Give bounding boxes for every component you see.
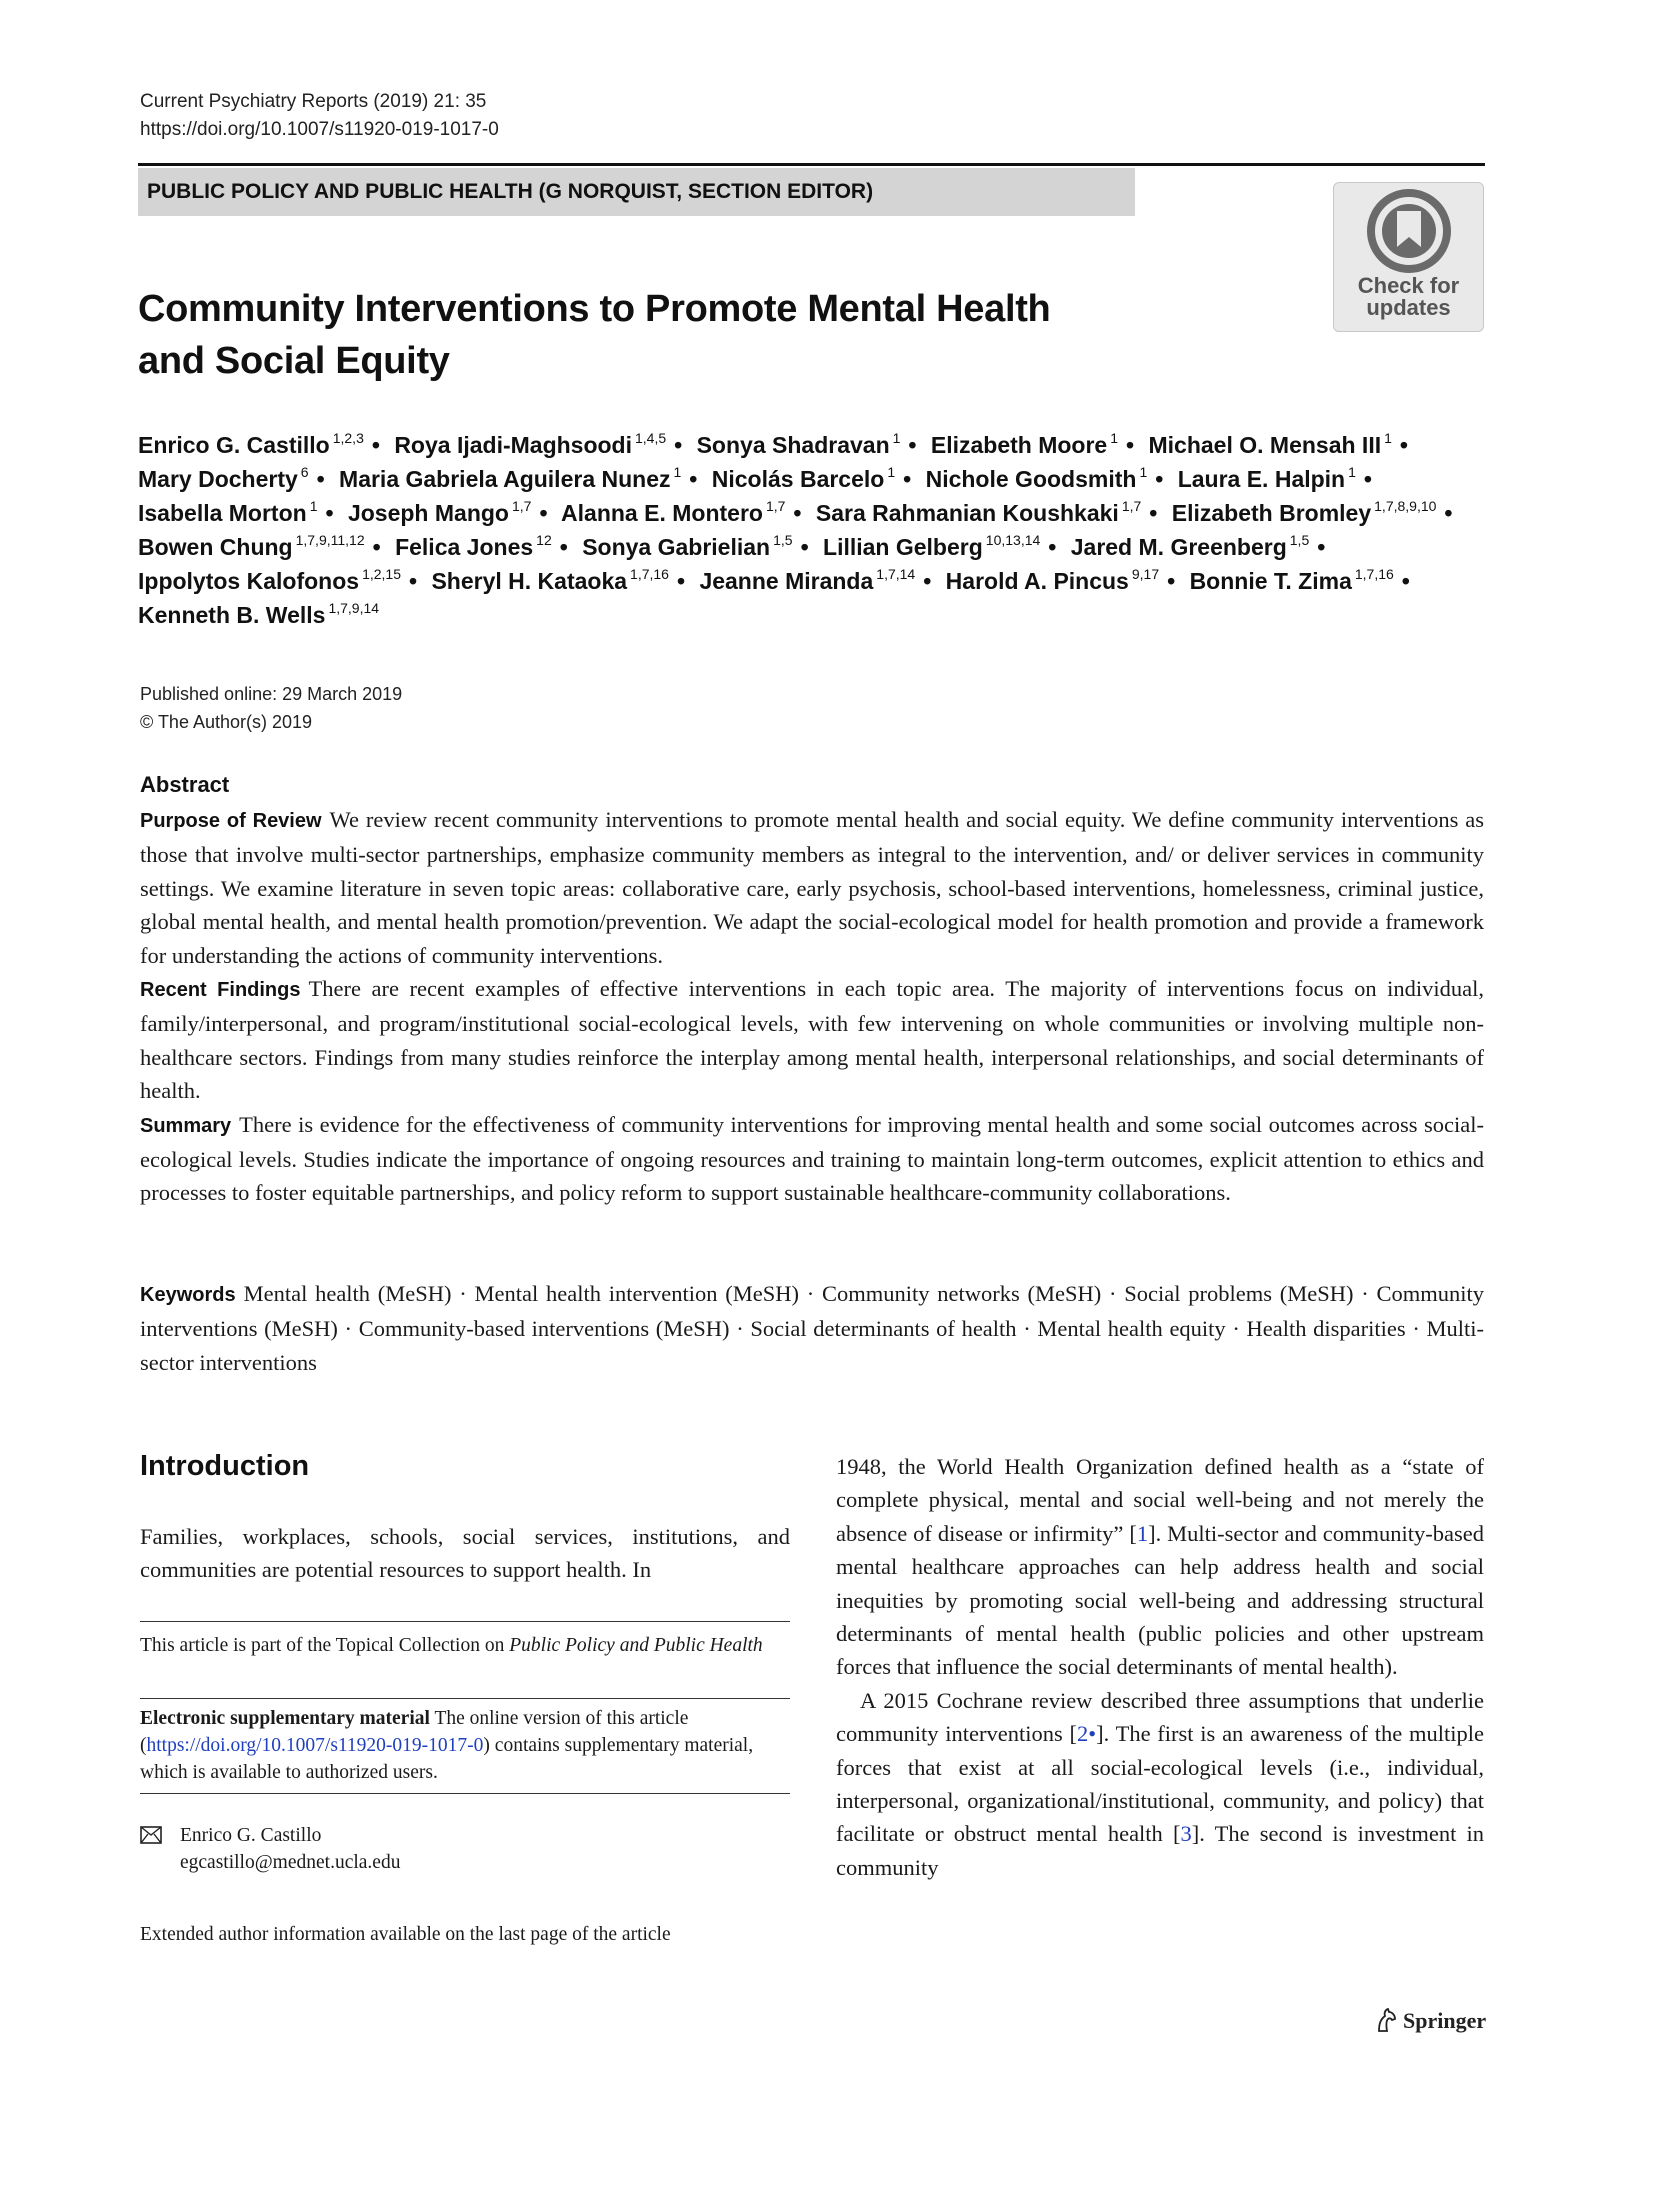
author-separator: • [1317,534,1326,560]
author-separator: • [793,500,802,526]
author-name: Nicolás Barcelo [711,466,885,492]
author-affiliation: 1,7 [765,498,786,514]
author-separator: • [1149,500,1158,526]
author-affiliation: 1,7 [511,498,532,514]
author-affiliation: 1 [892,430,901,446]
author-affiliation: 1,7 [1121,498,1142,514]
purpose-text: We review recent community interventions to promote mental health and social equity. We define community interventions as those that involve multi-sector partnerships, emphasize community members as integral to the intervention, and/ or deliver services in community settings. We examine literature in seven topic areas: collaborative care, early psychosis, school-based interventions, homelessness, criminal justice, global mental health, and mental health promotion/prevention. We adapt the social-ecological model for health promotion and provide a framework for understanding the actions of community interventions. [140,807,1484,968]
author[interactable] [931,432,1142,458]
journal-header [140,88,499,144]
corresponding-author [140,1822,400,1876]
author-name: Sonya Gabrielian [582,534,771,560]
author-separator: • [676,568,686,594]
author-name: Maria Gabriela Aguilera Nunez [339,466,671,492]
author-separator: • [1401,568,1410,594]
doi-link[interactable]: https://doi.org/10.1007/s11920-019-1017-0 [140,119,499,140]
author-separator: • [325,500,334,526]
intro-text: ]. The second is investment in community [836,1821,1484,1880]
author-affiliation: 1 [1139,464,1148,480]
esm-text-end: ) contains supplementary material, which is available to authorized users. [140,1735,754,1783]
author[interactable] [395,534,576,560]
abstract-body [140,803,1484,1210]
author-affiliation: 1 [1348,464,1356,480]
author-separator: • [372,534,381,560]
author-affiliation: 1 [309,498,318,514]
intro-text: A 2015 Cochrane review described three assumptions that underlie community interventions [ [836,1687,1484,1747]
author-affiliation: 1 [887,464,896,480]
author-name: Jeanne Miranda [699,568,874,594]
section-banner: PUBLIC POLICY AND PUBLIC HEALTH (G NORQUIST, SECTION EDITOR) [138,168,1135,216]
author-separator: • [674,432,683,458]
publisher-name: Springer [1403,2008,1487,2033]
author-affiliation: 1 [1110,430,1119,446]
badge-line2: updates [1366,295,1451,320]
findings-label: Recent Findings [140,979,301,1002]
author-name: Nichole Goodsmith [925,466,1137,492]
author-separator: • [800,534,809,560]
author-separator: • [903,466,912,492]
author[interactable] [1178,466,1380,492]
author-name: Bowen Chung [138,534,293,560]
author-name: Sheryl H. Kataoka [431,568,628,594]
author[interactable] [697,432,925,458]
published-date: Published online: 29 March 2019 [140,684,403,704]
intro-text: 1948, the World Health Organization defined health as a “state of complete physical, mental and social well-being and not merely the absence of disease or infirmity” [ [836,1454,1484,1546]
author[interactable] [926,466,1172,492]
author-separator: • [409,568,418,594]
author-separator: • [559,534,568,560]
mail-icon [140,1826,162,1844]
copyright: © The Author(s) 2019 [140,712,313,732]
author-affiliation: 1,7,16 [630,566,669,582]
abstract-findings [140,972,1484,1108]
citation-ref-1[interactable]: 1 [1136,1520,1149,1546]
author-name: Ippolytos Kalofonos [138,568,360,594]
esm-doi-link[interactable]: https://doi.org/10.1007/s11920-019-1017-0 [146,1735,484,1756]
author-name: Mary Docherty [138,466,298,492]
author[interactable] [138,568,425,594]
abstract-summary [140,1108,1484,1210]
author[interactable] [561,500,809,526]
intro-paragraph-2 [836,1684,1484,1884]
author[interactable] [582,534,816,560]
author-separator: • [1444,500,1453,526]
check-for-updates-badge[interactable] [1333,182,1484,332]
author[interactable] [394,432,690,458]
summary-label: Summary [140,1114,232,1137]
abstract-purpose [140,803,1484,972]
bookmark-icon [1360,189,1458,273]
author-separator: • [689,466,698,492]
author-separator: • [1155,466,1164,492]
author-name: Kenneth B. Wells [138,602,326,628]
author-affiliation: 1,5 [773,532,793,548]
author-separator: • [923,568,932,594]
author-affiliation: 1,7,16 [1354,566,1394,582]
author-separator: • [1399,432,1408,458]
author-name: Sara Rahmanian Koushkaki [815,500,1119,526]
contact-email[interactable]: egcastillo@mednet.ucla.edu [180,1852,401,1873]
author-list [138,428,1488,632]
intro-paragraph-1 [836,1450,1484,1684]
author-name: Roya Ijadi-Maghsoodi [394,432,632,458]
author[interactable] [1071,534,1334,560]
topical-collection-name: Public Policy and Public Health [509,1635,763,1656]
author[interactable] [712,466,919,492]
introduction-heading: Introduction [140,1450,310,1482]
intro-text: ]. Multi-sector and community-based mental healthcare approaches can help address health and social inequities by promoting social well-being and addressing structural determinants of mental health (public policies and other upstream forces that influence the social determinants of mental health). [836,1520,1484,1680]
author-name: Harold A. Pincus [945,568,1129,594]
author[interactable] [138,534,389,560]
author-name: Michael O. Mensah III [1148,432,1382,458]
footnote-rule [140,1698,790,1699]
extended-author-info: Extended author information available on the last page of the article [140,1924,671,1945]
contact-name: Enrico G. Castillo [180,1825,322,1846]
badge-line1: Check for [1357,273,1460,298]
journal-citation: Current Psychiatry Reports (2019) 21: 35 [140,91,487,112]
author[interactable] [1190,568,1418,594]
author-affiliation: 1,2,3 [332,430,364,446]
supplementary-note [140,1705,790,1786]
author-affiliation: 1,7,9,14 [328,600,380,616]
author-affiliation: 1 [1384,430,1392,446]
author-affiliation: 1,7,8,9,10 [1374,498,1437,514]
author-affiliation: 1,7,9,11,12 [295,532,365,548]
author-name: Lillian Gelberg [823,534,983,560]
keywords-label: Keywords [140,1284,236,1306]
purpose-label: Purpose of Review [140,810,322,832]
esm-text: The online version of this article ( [140,1708,689,1756]
author-name: Joseph Mango [347,500,509,526]
article-title [138,283,1118,387]
footnote-rule [140,1793,790,1794]
author-name: Elizabeth Bromley [1171,500,1372,526]
author[interactable] [946,568,1184,594]
author[interactable] [138,602,379,628]
author[interactable] [339,466,705,492]
author[interactable] [138,500,342,526]
author-affiliation: 1,4,5 [635,430,667,446]
author-separator: • [908,432,917,458]
author-name: Bonnie T. Zima [1189,568,1352,594]
author-separator: • [371,432,380,458]
author-name: Felica Jones [395,534,534,560]
title-line1: Community Interventions to Promote Mental Health [138,288,1051,330]
author-affiliation: 6 [300,464,309,480]
esm-label: Electronic supplementary material [140,1708,430,1729]
author-name: Alanna E. Montero [561,500,763,526]
title-line2: and Social Equity [138,340,450,382]
author-separator: • [1363,466,1372,492]
author-separator: • [1126,432,1135,458]
author-separator: • [539,500,548,526]
author-name: Isabella Morton [138,500,307,526]
publisher-logo [1375,2007,1486,2034]
author-affiliation: 12 [536,532,552,548]
findings-text: There are recent examples of effective interventions in each topic area. The majority of interventions focus on individual, family/interpersonal, and program/institutional social-ecological levels, with few intervening on whole communities or involving multiple non-healthcare sectors. Findings from many studies reinforce the interplay among mental health, interpersonal relationships, and social determinants of health. [140,976,1484,1104]
author-affiliation: 1,2,15 [362,566,401,582]
author[interactable] [699,568,939,594]
keywords [140,1277,1484,1379]
author-affiliation: 1,5 [1289,532,1310,548]
author[interactable] [138,466,333,492]
author-name: Laura E. Halpin [1177,466,1346,492]
author-affiliation: 1,7,14 [876,566,916,582]
author[interactable] [138,432,388,458]
abstract-heading: Abstract [140,772,230,797]
footnote-rule [140,1621,790,1622]
author-name: Sonya Shadravan [696,432,890,458]
topical-collection-note [140,1632,790,1659]
author-affiliation: 9,17 [1131,566,1160,582]
citation-ref-3[interactable]: 3 [1180,1821,1192,1847]
author-separator: • [316,466,325,492]
author[interactable] [348,500,556,526]
author-name: Jared M. Greenberg [1070,534,1287,560]
springer-horse-icon [1375,2007,1399,2033]
author-separator: • [1167,568,1176,594]
author[interactable] [1148,432,1415,458]
intro-right-column [836,1450,1484,1884]
topical-text: This article is part of the Topical Collection on [140,1635,510,1656]
author-separator: • [1048,534,1057,560]
author[interactable] [823,534,1064,560]
author[interactable] [431,568,693,594]
author-name: Elizabeth Moore [930,432,1108,458]
intro-left-text: Families, workplaces, schools, social services, institutions, and communities are potential resources to support health. In [140,1524,790,1583]
publication-info [140,680,402,736]
header-rule [138,163,1485,166]
author[interactable] [816,500,1165,526]
intro-text: ]. The first is an awareness of the multiple forces that exist at all social-ecological levels (i.e., individual, interpersonal, organizational/institutional, community, and policy) that facilitate or obstruct mental health [ [836,1721,1484,1847]
keywords-text: Mental health (MeSH) · Mental health intervention (MeSH) · Community networks (MeSH) · Social problems (MeSH) · Community interventions (MeSH) · Community-based interventions (MeSH) · Social determinants of health · Mental health equity · Health disparities · Multi-sector interventions [140,1281,1484,1375]
citation-ref-2[interactable]: 2• [1076,1721,1097,1747]
summary-text: There is evidence for the effectiveness of community interventions for improving mental health and some social outcomes across social-ecological levels. Studies indicate the importance of ongoing resources and training to maintain long-term outcomes, explicit attention to ethics and processes to foster equitable partnerships, and policy reform to support sustainable healthcare-community collaborations. [140,1111,1484,1206]
author-affiliation: 1 [673,464,682,480]
author-name: Enrico G. Castillo [138,432,330,458]
author-affiliation: 10,13,14 [985,532,1041,548]
author[interactable] [1172,500,1461,526]
